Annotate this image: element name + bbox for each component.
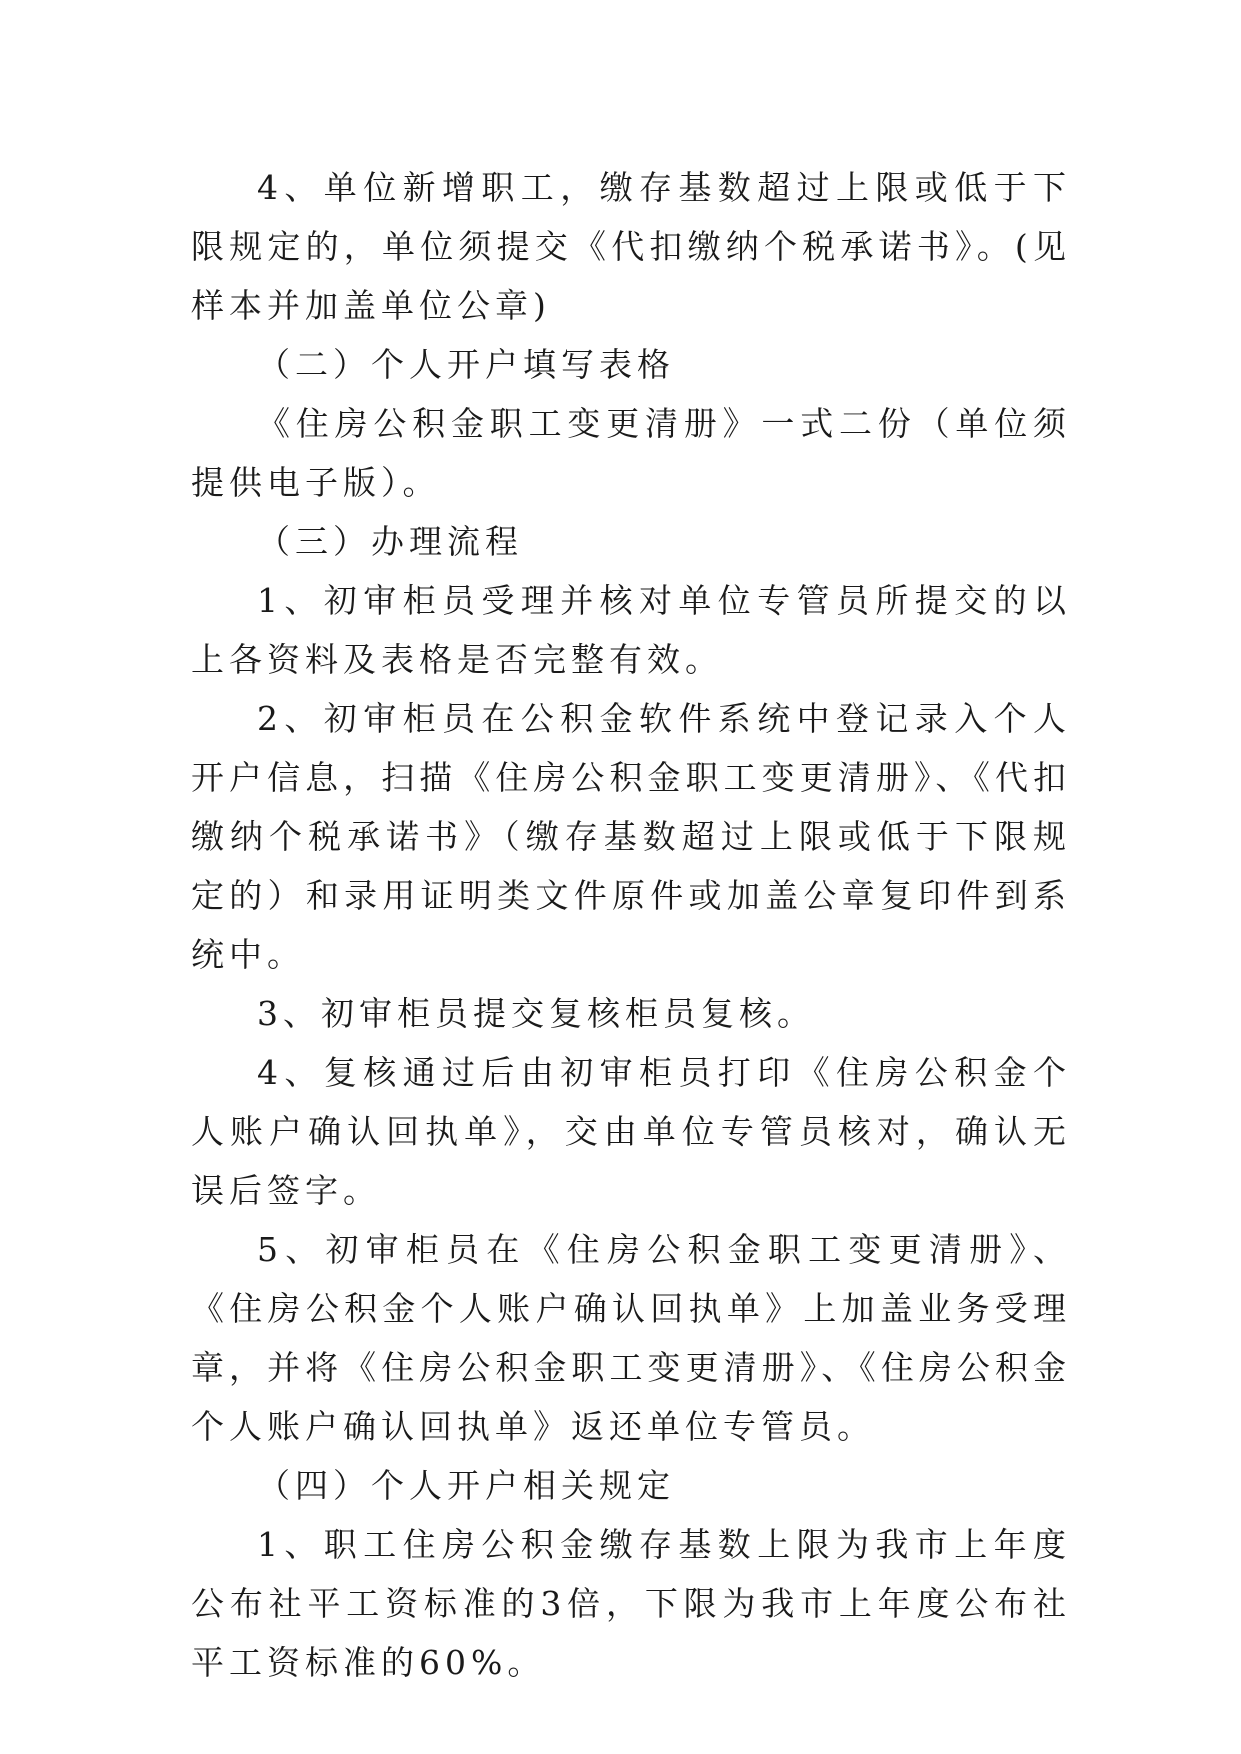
paragraph-new-employee-base-limit: 4、单位新增职工，缴存基数超过上限或低于下限规定的，单位须提交《代扣缴纳个税承诺书》。(见样本并加盖单位公章): [191, 168, 1071, 325]
paragraph-change-register: 《住房公积金职工变更清册》一式二份（单位须提供电子版）。: [191, 404, 1071, 502]
paragraph-step-5: 5、初审柜员在《住房公积金职工变更清册》、《住房公积金个人账户确认回执单》上加盖业务受理章，并将《住房公积金职工变更清册》、《住房公积金个人账户确认回执单》返还单位专管员。: [191, 1230, 1071, 1446]
paragraph-step-2: 2、初审柜员在公积金软件系统中登记录入个人开户信息，扫描《住房公积金职工变更清册》、《代扣缴纳个税承诺书》（缴存基数超过上限或低于下限规定的）和录用证明类文件原件或加盖公章复印件到系统中。: [191, 699, 1071, 974]
paragraph-step-1: 1、初审柜员受理并核对单位专管员所提交的以上各资料及表格是否完整有效。: [191, 581, 1071, 679]
section-heading-regulations: （四）个人开户相关规定: [257, 1466, 675, 1505]
document-body: [191, 158, 1071, 1692]
paragraph-step-4: 4、复核通过后由初审柜员打印《住房公积金个人账户确认回执单》，交由单位专管员核对，确认无误后签字。: [191, 1053, 1071, 1210]
section-heading-forms: （二）个人开户填写表格: [257, 345, 675, 384]
paragraph-step-3: 3、初审柜员提交复核柜员复核。: [257, 994, 815, 1033]
paragraph-regulation-1: 1、职工住房公积金缴存基数上限为我市上年度公布社平工资标准的3倍，下限为我市上年度公布社平工资标准的60%。: [191, 1525, 1071, 1682]
section-heading-process: （三）办理流程: [257, 522, 523, 561]
